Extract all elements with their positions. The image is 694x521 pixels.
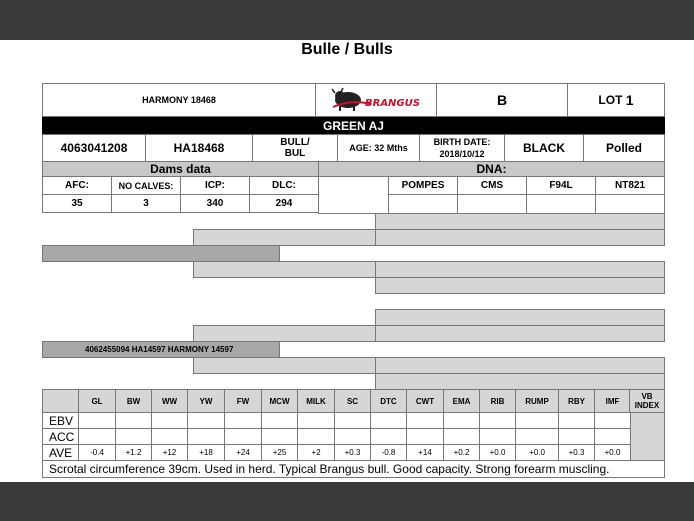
epd-acc-ema xyxy=(443,428,480,445)
epd-ebv-ema xyxy=(443,412,480,429)
epd-acc-rump xyxy=(515,428,559,445)
birth-date xyxy=(419,134,505,162)
animal-tag: HA18468 xyxy=(145,134,253,162)
epd-header-mcw: MCW xyxy=(261,389,298,413)
pedigree-dam-sire-dam xyxy=(375,325,665,342)
epd-header-cwt: CWT xyxy=(406,389,444,413)
dna-heading: DNA: xyxy=(318,161,665,177)
sex-line1: BULL/ xyxy=(280,137,310,148)
epd-ebv-yw xyxy=(187,412,225,429)
epd-ave-sc: +0.3 xyxy=(334,444,371,461)
epd-header-rump: RUMP xyxy=(515,389,559,413)
grade: B xyxy=(436,83,568,117)
animal-color: BLACK xyxy=(504,134,584,162)
epd-ave-mcw: +25 xyxy=(261,444,298,461)
epd-ebv-sc xyxy=(334,412,371,429)
epd-ebv-dtc xyxy=(370,412,407,429)
bottom-bar xyxy=(0,482,694,521)
dams-value-afc: 35 xyxy=(42,194,112,213)
birth-date-value: 2018/10/12 xyxy=(439,149,485,159)
lot-number: 1 xyxy=(625,92,634,108)
epd-row-label-ave: AVE xyxy=(42,444,79,461)
pedigree-dam xyxy=(42,341,280,358)
dna-value-f94l xyxy=(526,194,596,214)
brangus-logo-icon xyxy=(331,86,421,114)
dams-heading: Dams data xyxy=(42,161,319,177)
epd-header-vb-index: VB INDEX xyxy=(629,389,665,413)
owner-bar: GREEN AJ xyxy=(42,117,665,134)
epd-ebv-mcw xyxy=(261,412,298,429)
dna-header-nt821: NT821 xyxy=(595,176,665,195)
epd-header-ema: EMA xyxy=(443,389,480,413)
pedigree-sire-dam-dam xyxy=(375,277,665,294)
epd-header-imf: IMF xyxy=(594,389,631,413)
dams-value-icp: 340 xyxy=(180,194,250,213)
epd-acc-ww xyxy=(151,428,188,445)
epd-acc-yw xyxy=(187,428,225,445)
epd-ave-fw: +24 xyxy=(224,444,262,461)
dna-header-cms: CMS xyxy=(457,176,527,195)
dams-header-calves: NO CALVES: xyxy=(111,176,181,195)
epd-ebv-rump xyxy=(515,412,559,429)
dna-header-f94l: F94L xyxy=(526,176,596,195)
epd-ave-rump: +0.0 xyxy=(515,444,559,461)
dna-value-nt821 xyxy=(595,194,665,214)
logo-text: BRANGUS xyxy=(365,98,420,109)
epd-acc-rby xyxy=(558,428,595,445)
epd-acc-imf xyxy=(594,428,631,445)
epd-acc-mcw xyxy=(261,428,298,445)
epd-ave-ema: +0.2 xyxy=(443,444,480,461)
epd-acc-gl xyxy=(78,428,116,445)
lot xyxy=(567,83,665,117)
pedigree-dam-dam-dam xyxy=(375,373,665,390)
pedigree-sire-dam-sire xyxy=(375,261,665,278)
epd-acc-fw xyxy=(224,428,262,445)
epd-acc-sc xyxy=(334,428,371,445)
epd-ebv-gl xyxy=(78,412,116,429)
epd-header-sc: SC xyxy=(334,389,371,413)
epd-ave-bw: +1.2 xyxy=(115,444,152,461)
epd-acc-bw xyxy=(115,428,152,445)
horn-status: Polled xyxy=(583,134,665,162)
dams-header-dlc: DLC: xyxy=(249,176,319,195)
dams-value-dlc: 294 xyxy=(249,194,319,213)
epd-ebv-fw xyxy=(224,412,262,429)
dams-value-calves: 3 xyxy=(111,194,181,213)
dna-value-cms xyxy=(457,194,527,214)
pedigree-sire-sire-sire xyxy=(375,213,665,230)
epd-header-fw: FW xyxy=(224,389,262,413)
epd-acc-rib xyxy=(479,428,516,445)
epd-corner xyxy=(42,389,79,413)
dna-value-pompes xyxy=(388,194,458,214)
pedigree-dam-dam-sire xyxy=(375,357,665,374)
animal-sex xyxy=(252,134,338,162)
pedigree-dam-text: 4062455094 HA14597 HARMONY 14597 xyxy=(85,345,234,354)
animal-age: AGE: 32 Mths xyxy=(337,134,420,162)
epd-ebv-milk xyxy=(297,412,335,429)
epd-ave-milk: +2 xyxy=(297,444,335,461)
epd-header-ww: WW xyxy=(151,389,188,413)
epd-table xyxy=(42,389,665,461)
epd-ebv-rib xyxy=(479,412,516,429)
epd-acc-dtc xyxy=(370,428,407,445)
epd-ebv-rby xyxy=(558,412,595,429)
epd-ave-rby: +0.3 xyxy=(558,444,595,461)
birth-date-label: BIRTH DATE: xyxy=(433,137,491,147)
epd-acc-milk xyxy=(297,428,335,445)
top-bar xyxy=(0,0,694,40)
epd-ave-dtc: -0.8 xyxy=(370,444,407,461)
epd-ebv-imf xyxy=(594,412,631,429)
pedigree-dam-sire xyxy=(193,325,376,342)
epd-ave-rib: +0.0 xyxy=(479,444,516,461)
epd-header-yw: YW xyxy=(187,389,225,413)
epd-ave-cwt: +14 xyxy=(406,444,444,461)
epd-ave-gl: -0.4 xyxy=(78,444,116,461)
dams-header-icp: ICP: xyxy=(180,176,250,195)
epd-ave-imf: +0.0 xyxy=(594,444,631,461)
pedigree-dam-dam xyxy=(193,357,376,374)
sex-line2: BUL xyxy=(284,148,306,159)
pedigree-sire-dam xyxy=(193,261,376,278)
pedigree-sire-sire xyxy=(193,229,376,246)
epd-header-rby: RBY xyxy=(558,389,595,413)
dna-blank-cell xyxy=(318,176,389,214)
epd-row-label-ebv: EBV xyxy=(42,412,79,429)
epd-header-dtc: DTC xyxy=(370,389,407,413)
dams-header-afc: AFC: xyxy=(42,176,112,195)
epd-header-rib: RIB xyxy=(479,389,516,413)
epd-ave-yw: +18 xyxy=(187,444,225,461)
epd-header-bw: BW xyxy=(115,389,152,413)
comment-text: Scrotal circumference 39cm. Used in herd. Typical Brangus bull. Good capacity. Strong forearm muscling. xyxy=(49,462,610,476)
epd-vb-index-value xyxy=(629,412,665,461)
epd-ave-ww: +12 xyxy=(151,444,188,461)
epd-header-gl: GL xyxy=(78,389,116,413)
brangus-logo xyxy=(315,83,437,117)
pedigree-sire-sire-dam xyxy=(375,229,665,246)
epd-ebv-ww xyxy=(151,412,188,429)
page-title: Bulle / Bulls xyxy=(301,41,393,58)
epd-ebv-cwt xyxy=(406,412,444,429)
lot-label: LOT xyxy=(598,93,623,107)
epd-acc-cwt xyxy=(406,428,444,445)
comment xyxy=(42,460,665,478)
pedigree-dam-sire-sire xyxy=(375,309,665,326)
epd-ebv-bw xyxy=(115,412,152,429)
epd-header-milk: MILK xyxy=(297,389,335,413)
pedigree-sire xyxy=(42,245,280,262)
epd-row-label-acc: ACC xyxy=(42,428,79,445)
dna-header-pompes: POMPES xyxy=(388,176,458,195)
animal-name: HARMONY 18468 xyxy=(42,83,316,117)
animal-id: 4063041208 xyxy=(42,134,146,162)
